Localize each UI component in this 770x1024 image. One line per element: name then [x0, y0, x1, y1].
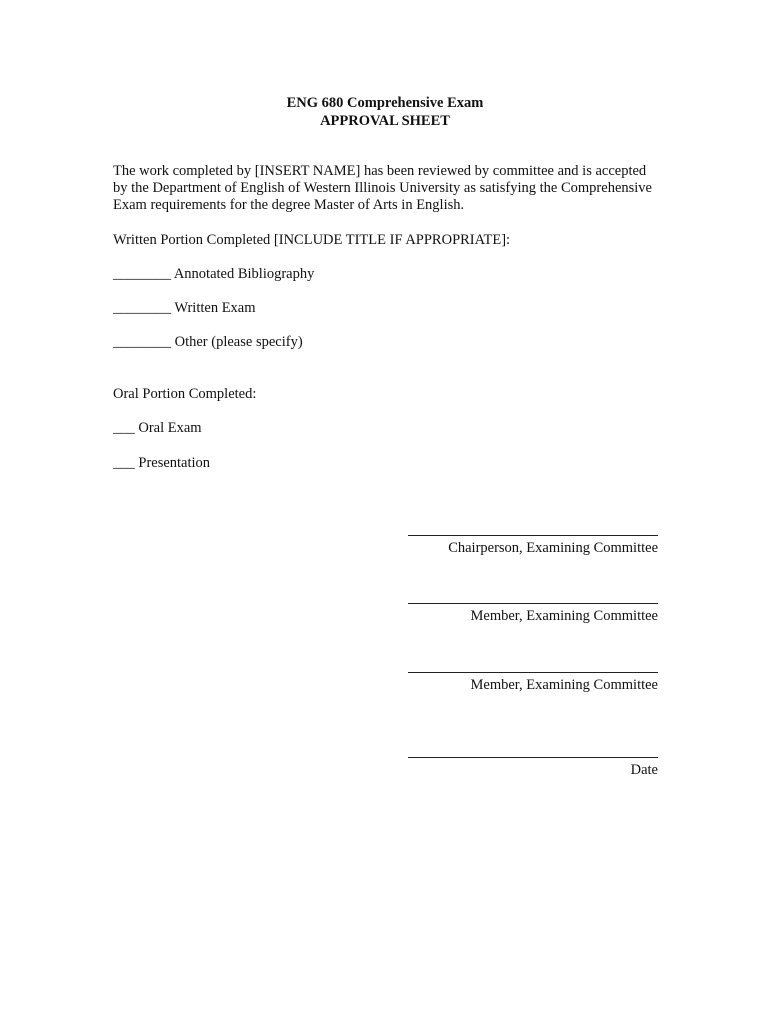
oral-item-oral-exam: ___ Oral Exam [113, 420, 202, 436]
document-title [0, 94, 770, 130]
written-item-written-exam: ________ Written Exam [113, 300, 256, 316]
oral-portion-heading: Oral Portion Completed: [113, 386, 257, 402]
date-label: Date [630, 762, 658, 778]
written-item-other: ________ Other (please specify) [113, 334, 303, 350]
signature-label: Member, Examining Committee [470, 677, 658, 693]
date-line [408, 743, 658, 758]
intro-paragraph [113, 163, 673, 214]
oral-item-presentation: ___ Presentation [113, 455, 211, 471]
title-course: ENG 680 Comprehensive Exam [286, 95, 484, 111]
signature-label: Chairperson, Examining Committee [448, 540, 658, 556]
signature-line [408, 589, 658, 604]
title-sheet: APPROVAL SHEET [320, 113, 450, 129]
intro-line-3: Exam requirements for the degree Master of Arts in English. [113, 197, 465, 213]
signature-line [408, 521, 658, 536]
written-item-annotated-bibliography: ________ Annotated Bibliography [113, 266, 315, 282]
signature-line [408, 658, 658, 673]
signature-label: Member, Examining Committee [470, 608, 658, 624]
written-portion-heading: Written Portion Completed [INCLUDE TITLE IF APPROPRIATE]: [113, 232, 511, 248]
intro-line-2: by the Department of English of Western Illinois University as satisfying the Comprehensive [113, 180, 652, 196]
signature-block-chairperson [408, 521, 658, 557]
intro-line-1: The work completed by [INSERT NAME] has been reviewed by committee and is accepted [113, 163, 647, 179]
signature-block-date [408, 743, 658, 779]
signature-block-member-2 [408, 658, 658, 694]
signature-block-member-1 [408, 589, 658, 625]
